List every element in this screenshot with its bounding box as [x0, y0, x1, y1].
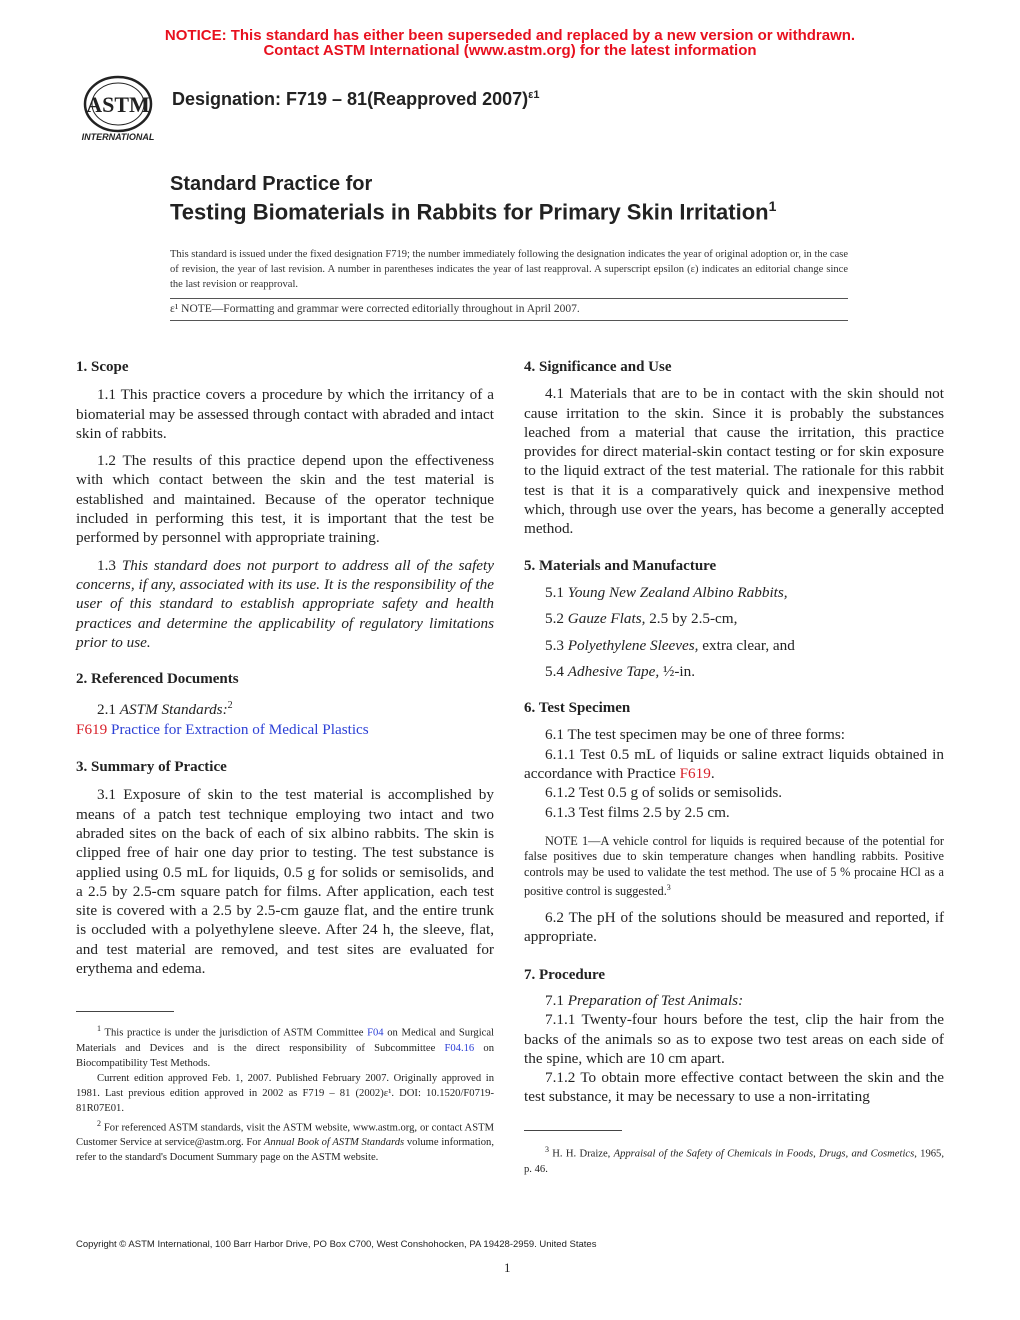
para-7-1-2: 7.1.2 To obtain more effective contact between the skin and the test substance, it may be necessary to use a non-irritating: [524, 1069, 944, 1106]
divider: [170, 320, 848, 321]
section-6-heading: 6. Test Specimen: [524, 700, 631, 717]
logo-text: ASTM: [86, 92, 150, 117]
para-1-3: 1.3 This standard does not purport to address all of the safety concerns, if any, associated with its use. It is the responsibility of the user of this standard to establish appropriate safety and health practices and determine the applicability of regulatory limitations prior to use.: [76, 556, 494, 651]
para-5-2: 5.2 Gauze Flats, 2.5 by 2.5-cm,: [545, 610, 738, 628]
para-6-1-3: 6.1.3 Test films 2.5 by 2.5 cm.: [545, 803, 730, 821]
para-1-2: 1.2 The results of this practice depend upon the effectiveness with which contact between the skin and the test material is established and maintained. Because of the operator technique included in performing this test, it is important that the test be performed by personnel with appropriate training.: [76, 452, 494, 547]
para-6-1-2: 6.1.2 Test 0.5 g of solids or semisolids.: [545, 784, 783, 802]
link-f04[interactable]: F04: [367, 1027, 384, 1039]
supersede-notice: NOTICE: This standard has either been superseded and replaced by a new version or withdrawn.: [164, 27, 856, 44]
astm-logo-icon: [76, 74, 160, 144]
divider: [170, 298, 848, 299]
link-f619[interactable]: F619: [679, 765, 711, 783]
right-column: [524, 358, 944, 1107]
footnote-1: $^1$ This practice is under the jurisdiction of ASTM Committee F04 on Medical and Surgical Materials and Devices and is the direct responsibility of Subcommittee F04.16 on Biocompatibility Test Methods.: [76, 1024, 494, 1069]
title-line-2: Testing Biomaterials in Rabbits for Primary Skin Irritation$^1$: [170, 198, 777, 225]
section-4-heading: 4. Significance and Use: [524, 359, 672, 375]
footnote-3: $^3$ H. H. Draize, Appraisal of the Safety of Chemicals in Foods, Drugs, and Cosmetics, 1965, p. 46.: [524, 1145, 944, 1175]
para-7-1-1: 7.1.1 Twenty-four hours before the test, clip the hair from the backs of the animals so as to expose two test areas on each side of the spine, which are 10 cm apart.: [524, 1011, 944, 1067]
para-2-1: 2.1 ASTM Standards:$^2$: [97, 700, 233, 719]
right-footnotes: [524, 1142, 944, 1177]
para-5-1: 5.1 Young New Zealand Albino Rabbits,: [545, 583, 788, 601]
contact-notice: Contact ASTM International (www.astm.org) for the latest information: [263, 42, 757, 59]
para-5-4: 5.4 Adhesive Tape, ½-in.: [545, 662, 696, 680]
section-2-heading: 2. Referenced Documents: [76, 671, 239, 688]
epsilon-note: ε¹ NOTE—Formatting and grammar were corrected editorially throughout in April 2007.: [170, 303, 580, 315]
para-6-1-1: 6.1.1 Test 0.5 mL of liquids or saline extract liquids obtained in accordance with Practice F619.: [524, 745, 944, 783]
link-f04-16[interactable]: F04.16: [444, 1042, 475, 1054]
title-line-1: Standard Practice for: [170, 173, 373, 195]
left-footnotes: [76, 1021, 494, 1165]
para-6-1: 6.1 The test specimen may be one of three forms:: [545, 726, 846, 744]
note-1: NOTE 1—A vehicle control for liquids is required because of the potential for false positives due to skin temperature changes when handling rabbits. Positive controls may be used to validate the test method. The use of 5 % procaine HCl as a positive control is suggested.$^3$: [524, 833, 944, 899]
section-5-heading: 5. Materials and Manufacture: [524, 557, 717, 574]
footnote-2: $^2$ For referenced ASTM standards, visit the ASTM website, www.astm.org, or contact ASTM Customer Service at service@astm.org. For Annual Book of ASTM Standards volume information, refer to the standard's Document Summary page on the ASTM website.: [76, 1118, 494, 1164]
copyright: Copyright © ASTM International, 100 Barr Harbor Drive, PO Box C700, West Conshohocken, PA 19428-2959. United States: [76, 1239, 597, 1250]
designation: Designation: F719 – 81(Reapproved 2007)$^{\varepsilon 1}$: [172, 89, 540, 109]
footnote-rule: [76, 1011, 174, 1012]
section-3-heading: 3. Summary of Practice: [76, 759, 227, 776]
section-1-heading: 1. Scope: [76, 359, 129, 375]
page-number: 1: [504, 1260, 511, 1275]
left-column: [76, 358, 494, 978]
para-7-1: 7.1 Preparation of Test Animals:: [545, 991, 744, 1009]
logo-subtext: INTERNATIONAL: [81, 132, 155, 142]
issued-statement: This standard is issued under the fixed designation F719; the number immediately following the designation indicates the year of original adoption or, in the case of revision, the year of last revision. A number in parentheses indicates the year of last reapproval. A superscript epsilon (ε) indicates an editorial change since the last revision or reapproval.: [170, 249, 848, 290]
section-7-heading: 7. Procedure: [524, 966, 606, 983]
para-5-3: 5.3 Polyethylene Sleeves, extra clear, and: [545, 636, 795, 654]
para-4-1: 4.1 Materials that are to be in contact with the skin should not cause irritation to the skin. Since it is probably the substances leached from a material that cause the irritation, this practice provides for direct material-skin contact testing or for skin exposure to the liquid extract of the test material. The rationale for this rabbit test is that it is a comparatively quick and inexpensive method which, through use over the years, has become a generally accepted method.: [524, 385, 944, 538]
para-6-2: 6.2 The pH of the solutions should be measured and reported, if appropriate.: [524, 909, 944, 946]
reference-f619[interactable]: F619 Practice for Extraction of Medical Plastics: [76, 720, 369, 738]
para-1-1: 1.1 This practice covers a procedure by which the irritancy of a biomaterial may be assessed through contact with abraded and intact skin of rabbits.: [76, 386, 494, 442]
footnote-rule: [524, 1130, 622, 1131]
para-3-1: 3.1 Exposure of skin to the test material is accomplished by means of a patch test technique employing two intact and two abraded sites on the back of each of six albino rabbits. The skin is clipped free of hair one day prior to testing. The test substance is applied using 0.5 mL for liquids, 0.5 g for solids or semisolids, and a 2.5 by 2.5-cm square patch for films. After application, each test site is covered with a 2.5 by 2.5-cm gauze flat, and the entire trunk is occluded with a polyethylene sleeve. After 24 h, the sleeve, flat, and test material are removed, and test sites are evaluated for erythema and edema.: [76, 786, 494, 978]
footnote-1-edition: Current edition approved Feb. 1, 2007. Published February 2007. Originally approved in 1981. Last previous edition approved in 2002 as F719 – 81 (2002)ε¹. DOI: 10.1520/F0719-81R07E01.: [76, 1072, 494, 1114]
astm-logo: [76, 74, 160, 144]
